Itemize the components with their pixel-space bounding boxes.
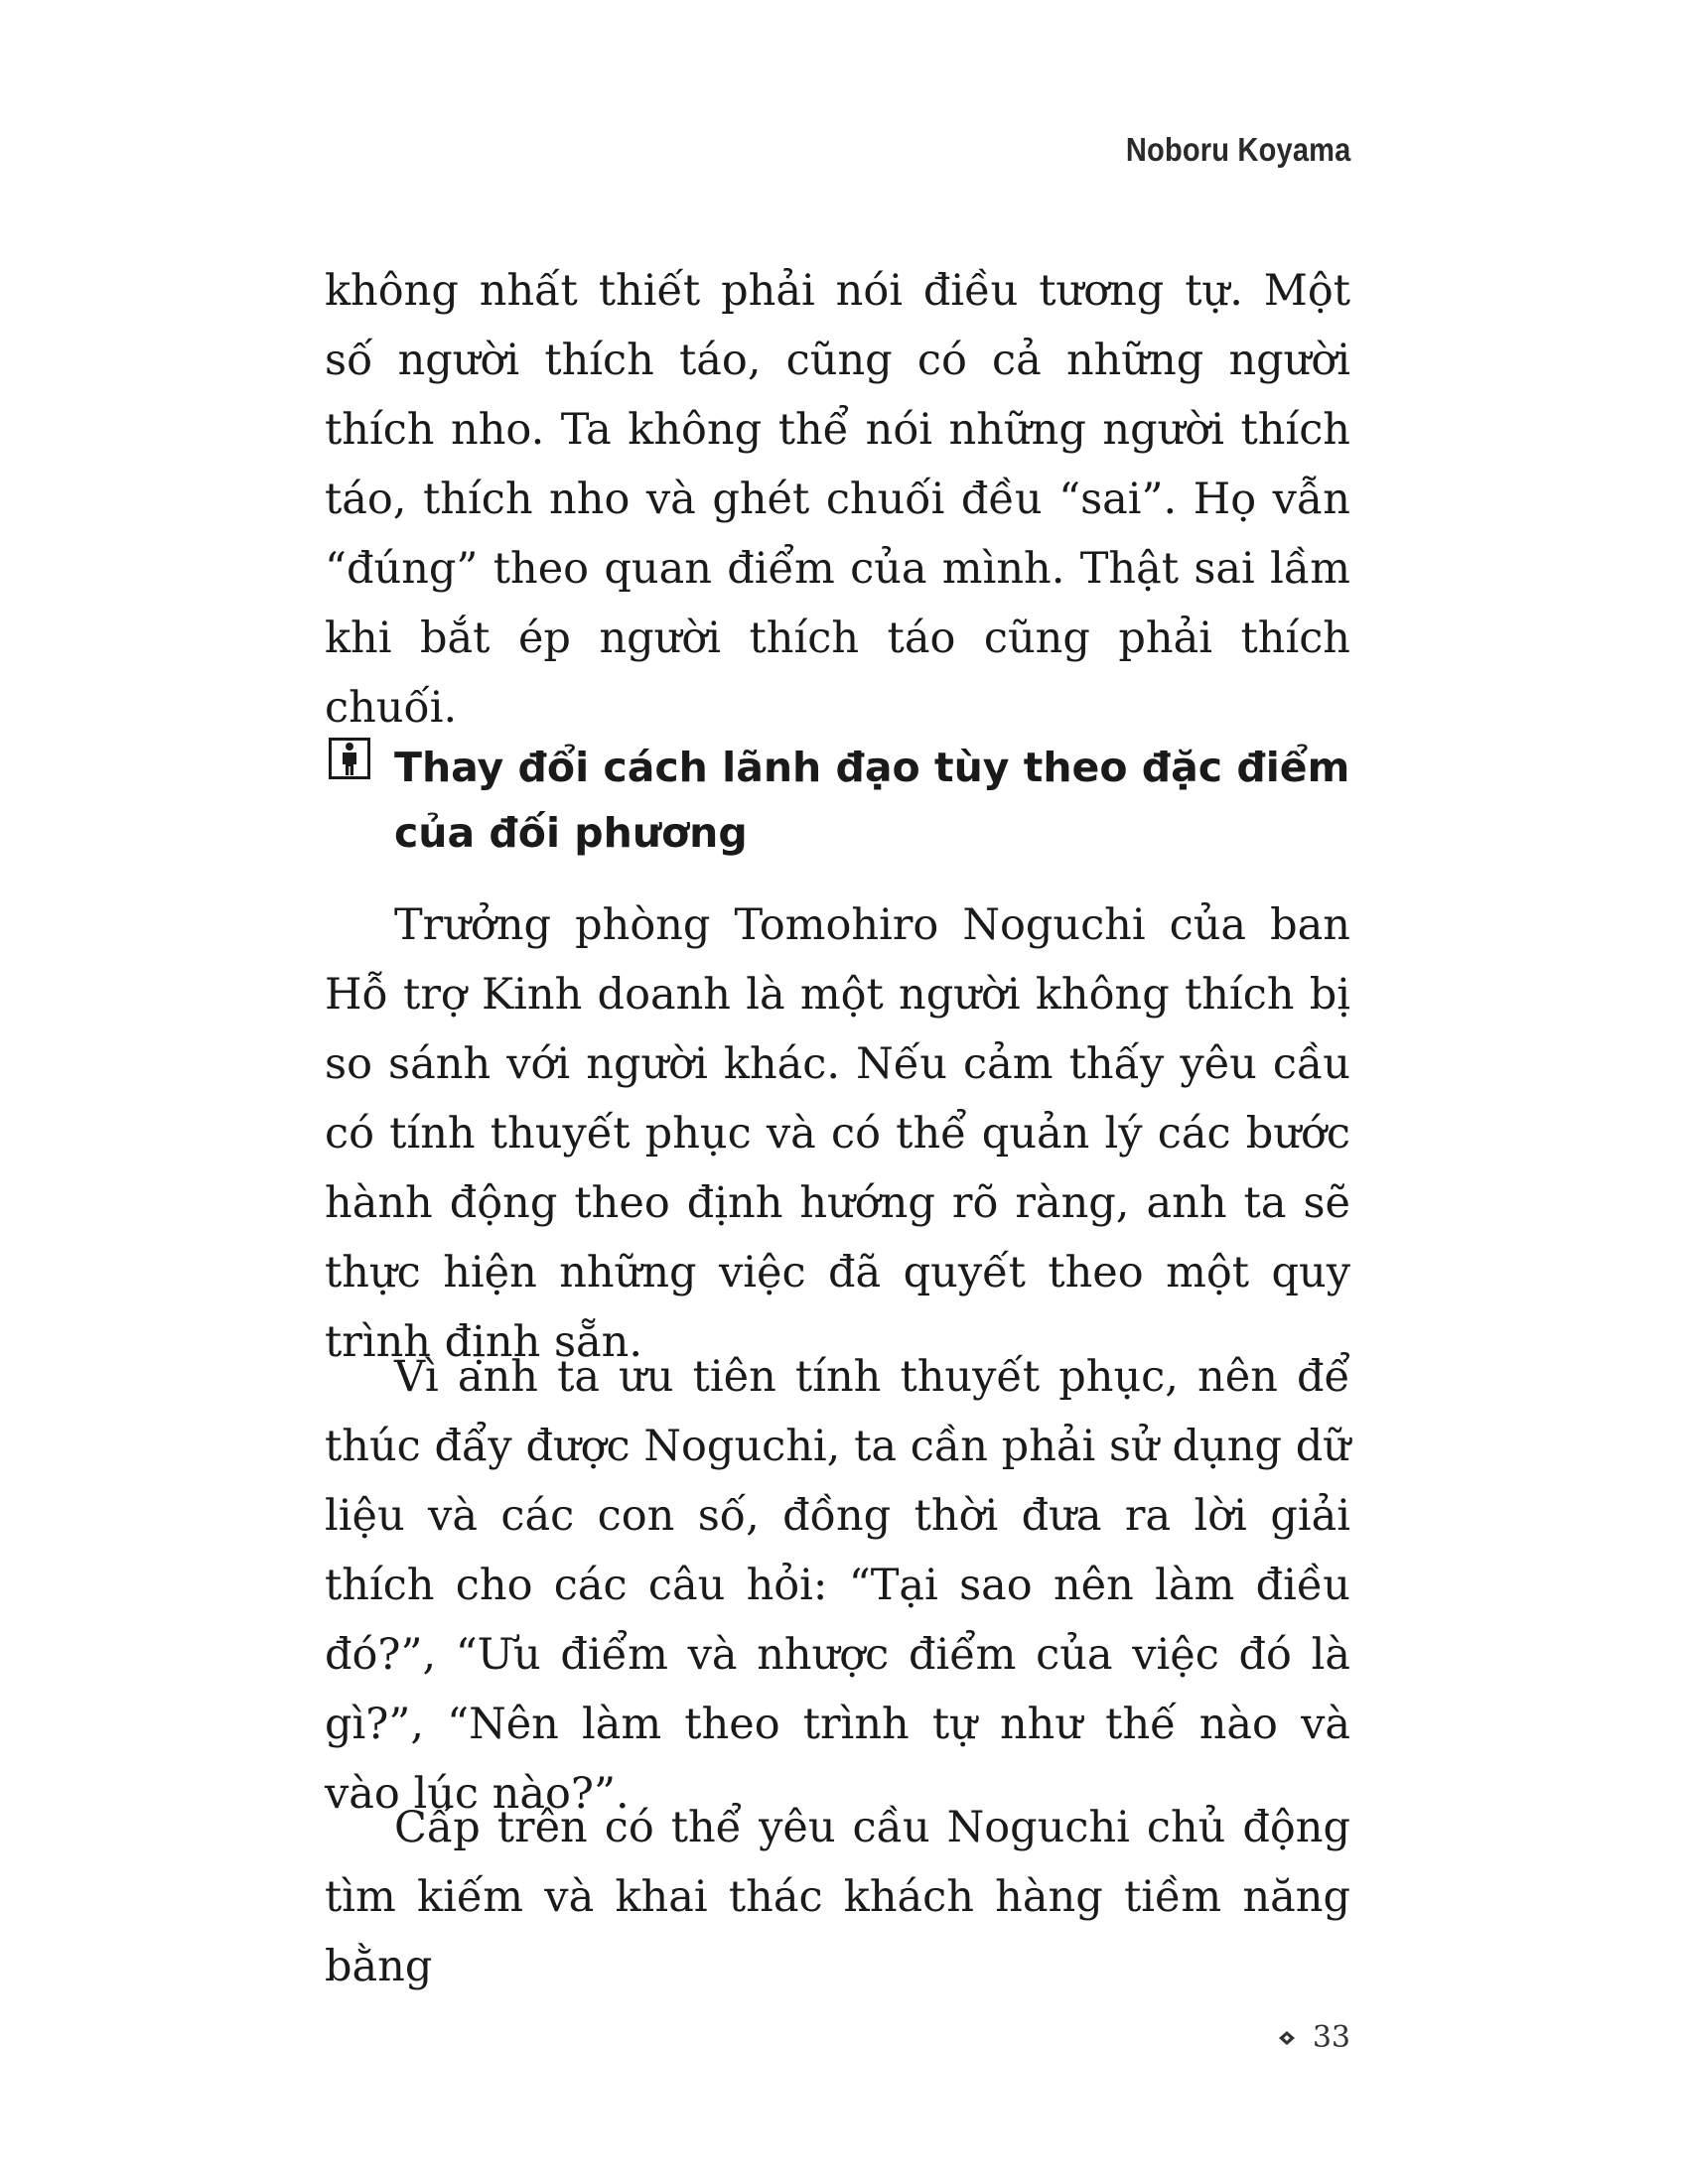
paragraph-3: Vì anh ta ưu tiên tính thuyết phục, nên để thúc đẩy được Noguchi, ta cần phải sử dụng dữ liệu và các con số, đồng thời đưa ra lời giải thích cho các câu hỏi: “Tại sao nên làm điều đó?”, “Ưu điểm và nhược điểm của việc đó là gì?”, “Nên làm theo trình tự như thế nào và vào lúc nào?”. — [325, 1352, 1350, 1819]
page-footer — [1279, 2020, 1350, 2055]
person-icon — [329, 738, 370, 779]
page-number: 33 — [1312, 2020, 1350, 2055]
section-heading — [325, 735, 1350, 866]
paragraph-2: Trưởng phòng Tomohiro Noguchi của ban Hỗ trợ Kinh doanh là một người không thích bị so sánh với người khác. Nếu cảm thấy yêu cầu có tính thuyết phục và có thể quản lý các bước hành động theo định hướng rõ ràng, anh ta sẽ thực hiện những việc đã quyết theo một quy trình định sẵn. — [325, 900, 1350, 1367]
section-heading-text: Thay đổi cách lãnh đạo tùy theo đặc điểm của đối phương — [394, 744, 1350, 857]
diamond-ornament-icon — [1279, 2031, 1295, 2045]
running-header-author: Noboru Koyama — [1125, 131, 1350, 168]
paragraph-1: không nhất thiết phải nói điều tương tự. Một số người thích táo, cũng có cả những người thích nho. Ta không thể nói những người thích táo, thích nho và ghét chuối đều “sai”. Họ vẫn “đúng” theo quan điểm của mình. Thật sai lầm khi bắt ép người thích táo cũng phải thích chuối. — [325, 266, 1350, 733]
paragraph-4: Cấp trên có thể yêu cầu Noguchi chủ động tìm kiếm và khai thác khách hàng tiềm năng bằng — [325, 1803, 1350, 1991]
